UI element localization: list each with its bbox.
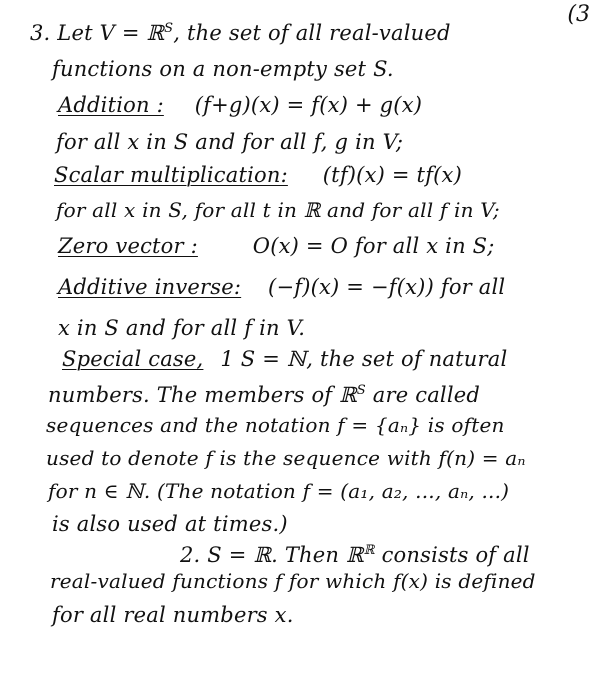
line-13 <box>46 445 526 471</box>
page-number: (3 <box>567 2 590 27</box>
line-18 <box>52 602 294 628</box>
line-1-sup: S <box>164 21 174 36</box>
line-5 <box>54 162 462 188</box>
line-12-text: sequences and the notation f = {aₙ} is often <box>46 413 505 437</box>
scalar-multiplication-label: Scalar multiplication: <box>54 163 288 187</box>
line-17-text: real-valued functions f for which f(x) is defined <box>50 569 536 593</box>
line-2 <box>52 56 394 82</box>
special-case-label: Special case, <box>62 347 204 371</box>
line-15-text: is also used at times.) <box>52 512 288 536</box>
scalar-multiplication-formula: (tf)(x) = tf(x) <box>322 163 462 187</box>
line-1-rest: , the set of all real-valued <box>173 21 451 45</box>
addition-label: Addition : <box>58 93 164 117</box>
additive-inverse-label: Additive inverse: <box>58 275 242 299</box>
line-6 <box>56 197 500 223</box>
line-1-text: 3. Let V = ℝ <box>30 21 165 45</box>
line-16 <box>180 538 530 568</box>
line-11-text: numbers. The members of ℝ <box>48 383 357 407</box>
line-8 <box>58 274 505 300</box>
line-3 <box>58 92 422 118</box>
line-11 <box>48 378 480 408</box>
line-17 <box>50 568 536 594</box>
line-1 <box>30 16 451 46</box>
line-11-sup: S <box>356 383 366 398</box>
line-12 <box>46 412 505 438</box>
line-14-text: for n ∈ ℕ. (The notation f = (a₁, a₂, ..., aₙ, ...) <box>48 479 510 503</box>
line-9-text: x in S and for all f in V. <box>58 316 306 340</box>
line-7 <box>58 233 495 259</box>
line-2-text: functions on a non-empty set S. <box>52 57 394 81</box>
line-18-text: for all real numbers x. <box>52 603 294 627</box>
line-11-rest: are called <box>365 383 481 407</box>
line-4 <box>56 129 403 155</box>
line-10 <box>62 346 507 372</box>
line-6-text: for all x in S, for all t in ℝ and for all f in V; <box>56 198 500 222</box>
line-13-text: used to denote f is the sequence with f(n) = aₙ <box>46 446 526 470</box>
additive-inverse-formula: (−f)(x) = −f(x)) for all <box>268 275 506 299</box>
line-15 <box>52 511 288 537</box>
line-16-rest: consists of all <box>374 543 530 567</box>
special-case-text: 1 S = ℕ, the set of natural <box>220 347 508 371</box>
line-4-text: for all x in S and for all f, g in V; <box>56 130 404 154</box>
line-16-text: 2. S = ℝ. Then ℝ <box>180 543 364 567</box>
addition-formula: (f+g)(x) = f(x) + g(x) <box>194 93 423 117</box>
line-9 <box>58 315 305 341</box>
line-16-sup: ℝ <box>363 543 375 558</box>
zero-vector-formula: O(x) = O for all x in S; <box>252 234 495 258</box>
zero-vector-label: Zero vector : <box>58 234 198 258</box>
line-14 <box>48 478 509 504</box>
